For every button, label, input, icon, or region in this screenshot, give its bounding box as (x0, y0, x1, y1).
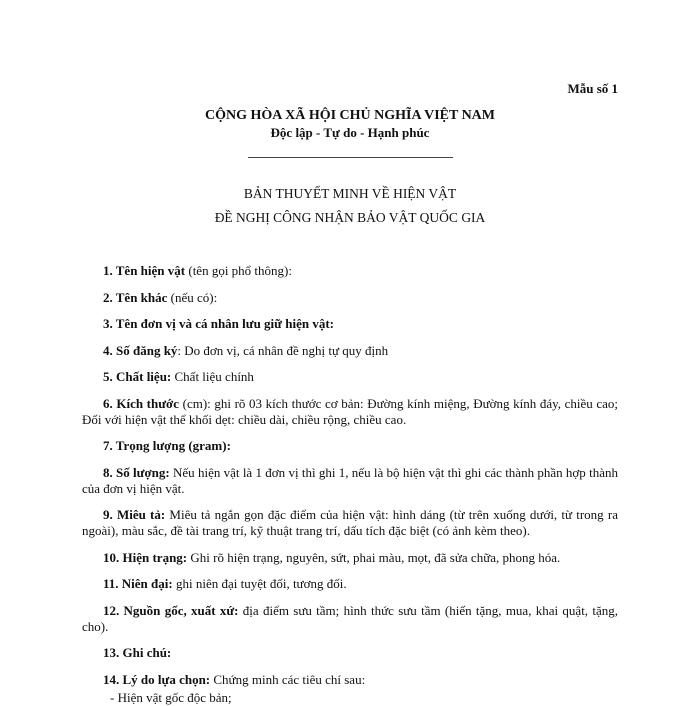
item-12: 12. Nguồn gốc, xuất xứ: địa điểm sưu tầm; hình thức sưu tầm (hiến tặng, mua, khai quật, tặng, cho). (82, 602, 618, 634)
national-title: CỘNG HÒA XÃ HỘI CHỦ NGHĨA VIỆT NAM (204, 108, 495, 123)
item-13: 13. Ghi chú: (103, 645, 172, 660)
item-8: 8. Số lượng: Nếu hiện vật là 1 đơn vị thì ghi 1, nếu là bộ hiện vật thì ghi các thành phần hợp thành của đơn vị hiện vật. (82, 464, 618, 496)
item-9: 9. Miêu tả: Miêu tả ngắn gọn đặc điểm của hiện vật: hình dáng (từ trên xuống dưới, từ trong ra ngoài), màu sắc, đề tài trang trí, kỹ thuật trang trí, dấu tích đặc biệt (có ảnh kèm theo). (82, 507, 618, 538)
header-divider (248, 157, 453, 158)
item-7: 7. Trọng lượng (gram): (103, 438, 231, 453)
item-1: 1. Tên hiện vật (tên gọi phổ thông): (103, 263, 292, 278)
item-list (82, 263, 618, 698)
national-motto: Độc lập - Tự do - Hạnh phúc (270, 125, 430, 140)
item-3: 3. Tên đơn vị và cá nhân lưu giữ hiện vật: (103, 316, 334, 331)
item-14: 14. Lý do lựa chọn: Chứng minh các tiêu chí sau: (103, 671, 366, 687)
document-title-line2: ĐỀ NGHỊ CÔNG NHẬN BẢO VẬT QUỐC GIA (214, 210, 486, 225)
item-5: 5. Chất liệu: Chất liệu chính (103, 369, 254, 384)
item-11: 11. Niên đại: ghi niên đại tuyệt đối, tương đối. (103, 576, 347, 591)
item-2: 2. Tên khác (nếu có): (103, 289, 218, 305)
form-number: Mẫu số 1 (567, 81, 618, 96)
criteria-line: - Hiện vật gốc độc bản; (110, 690, 232, 705)
item-10: 10. Hiện trạng: Ghi rõ hiện trạng, nguyên, sứt, phai màu, mọt, đã sửa chữa, phong hóa. (103, 549, 561, 565)
item-4: 4. Số đăng ký: Do đơn vị, cá nhân đề nghị tự quy định (103, 342, 389, 358)
item-6: 6. Kích thước (cm): ghi rõ 03 kích thước cơ bản: Đường kính miệng, Đường kính đáy, chiều cao; Đối với hiện vật thể khối dẹt: chiều dài, chiều rộng, chiều cao. (82, 395, 618, 427)
document-title-line1: BẢN THUYẾT MINH VỀ HIỆN VẬT (243, 186, 457, 201)
